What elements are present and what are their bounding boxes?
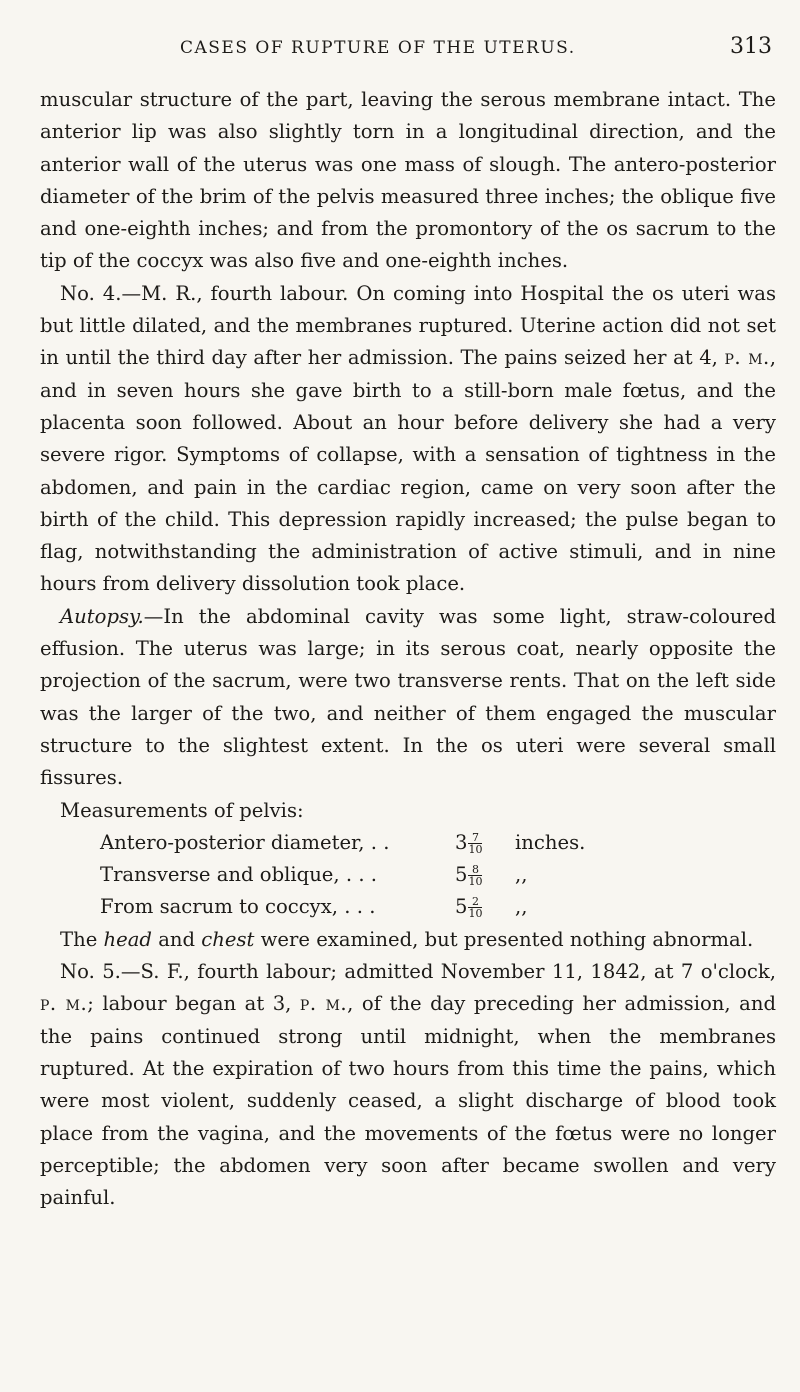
paragraph-case-5: No. 5.—S. F., fourth labour; admitted November 11, 1842, at 7 o'clock, p. m.; labour began at 3, p. m., of the day preceding her admission, and the pains continued strong until midnight, when the membranes ruptured. At the expiration of two hours from this time the pains, which were most violent, suddenly ceased, a slight discharge of blood took place from the vagina, and the movements of the fœtus were no longer perceptible; the abdomen very soon after became swollen and very painful.	[40, 960, 776, 1210]
measurement-value: 3 $\frac{7}{10}$	[455, 830, 483, 856]
measurement-unit: ,,	[515, 863, 528, 887]
measurement-value: 5 $\frac{2}{10}$	[455, 895, 483, 921]
autopsy-label: Autopsy.	[60, 604, 144, 628]
measurement-label: Transverse and oblique, . . .	[100, 863, 378, 887]
measurement-row	[80, 859, 776, 891]
measurement-label: Antero-posterior diameter, . .	[100, 830, 390, 854]
measurement-value: 5 $\frac{8}{10}$	[455, 863, 483, 889]
running-head	[0, 34, 800, 64]
measurement-row	[80, 891, 776, 923]
measurement-label: From sacrum to coccyx, . . .	[100, 895, 376, 919]
measurement-row	[80, 827, 776, 859]
paragraph-continuation: muscular structure of the part, leaving the serous membrane intact. The anterior lip was also slightly torn in a longitudinal direction, and the anterior wall of the uterus was one mass of slough. The antero-posterior diameter of the brim of the pelvis measured three inches; the oblique five and one-eighth inches; and from the promontory of the os sacrum to the tip of the coccyx was also five and one-eighth inches.	[40, 88, 776, 273]
case-4-text-b: , and in seven hours she gave birth to a still-born male fœtus, and the placenta soon followed. About an hour before delivery she had a very severe rigor. Symptoms of collapse, with a sensation of tightness in the abdomen, and pain in the cardiac region, came on very soon after the birth of the child. This depression rapidly increased; the pulse began to flag, notwithstanding the administration of active stimuli, and in nine hours from delivery dissolution took place.	[40, 346, 776, 596]
case-5-pm-1: p. m.	[40, 992, 88, 1016]
case-5-pm-2: p. m.	[299, 992, 348, 1016]
autopsy-text: —In the abdominal cavity was some light, straw-coloured effusion. The uterus was large; in its serous coat, nearly opposite the projection of the sacrum, were two transverse rents. That on the left side was the larger of the two, and neither of them engaged the muscular structure to the slightest extent. In the os uteri were several small fissures.	[40, 604, 776, 790]
measurement-unit: inches.	[515, 830, 586, 854]
measurement-unit: ,,	[515, 895, 528, 919]
paragraph-head-chest: The head and chest were examined, but presented nothing abnormal.	[60, 927, 754, 951]
chest-word: chest	[201, 927, 255, 951]
paragraph-autopsy	[40, 601, 776, 795]
measurements-heading: Measurements of pelvis:	[60, 798, 304, 822]
running-title: CASES OF RUPTURE OF THE UTERUS.	[180, 38, 576, 58]
measurements-table	[40, 827, 776, 924]
head-word: head	[103, 927, 152, 951]
body-text	[40, 84, 776, 1214]
page-number: 313	[730, 34, 772, 59]
case-4-text-a: No. 4.—M. R., fourth labour. On coming into Hospital the os uteri was but little dilated, and the membranes ruptured. Uterine action did not set in until the third day after her admission. The pains seized her at 4,	[40, 281, 776, 370]
case-4-pm: p. m.	[724, 346, 770, 370]
paragraph-case-4	[40, 278, 776, 601]
